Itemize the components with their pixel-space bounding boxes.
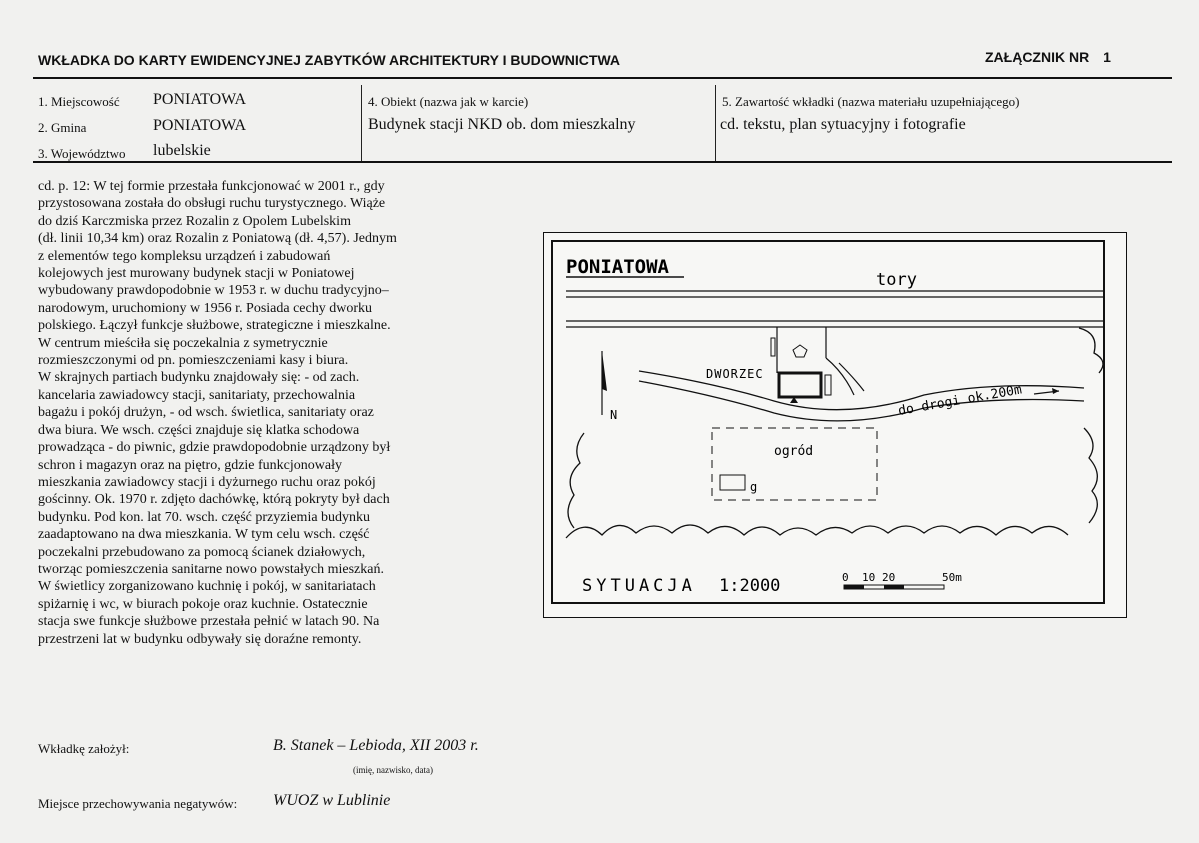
garden-boundary (712, 428, 877, 500)
garden-shed (720, 475, 745, 490)
scale-bar-segment (884, 585, 904, 589)
access-path (839, 363, 864, 391)
vegetation-line (566, 525, 1068, 538)
text-line: kolejowych jest murowany budynek stacji w Poniatowej (38, 266, 355, 282)
text-line: gościnny. Ok. 1970 r. zdjęto dachówkę, którą pokryty był dach (38, 492, 390, 508)
author-label: Wkładkę założył: (38, 741, 130, 756)
vegetation-line (1084, 428, 1097, 523)
map-title: PONIATOWA (566, 256, 669, 278)
text-line: cd. p. 12: W tej formie przestała funkcjonować w 2001 r., gdy (38, 179, 385, 194)
author-hint: (imię, nazwisko, data) (353, 765, 433, 775)
site-plan-drawing (544, 233, 1126, 617)
field-2-value: PONIATOWA (153, 117, 247, 134)
text-line: dwa biura. We wsch. części znajduje się klatka schodowa (38, 422, 360, 438)
field-2-label: 2. Gmina (38, 120, 87, 135)
north-label: N (610, 408, 618, 422)
negatives-label: Miejsce przechowywania negatywów: (38, 796, 238, 811)
inner-frame (552, 241, 1104, 603)
text-line: W centrum mieściła się poczekalnia z symetrycznie (38, 335, 328, 351)
tree-symbol (793, 345, 807, 357)
field-4-label: 4. Obiekt (nazwa jak w karcie) (368, 94, 529, 109)
text-line: kancelaria zawiadowcy stacji, sanitariaty, przechowalnia (38, 387, 356, 403)
attachment-number: 1 (1103, 49, 1111, 65)
scale-tick-50: 50m (942, 571, 962, 584)
north-arrow-head (602, 351, 607, 391)
text-line: wybudowany prawdopodobnie w 1953 r. w duchu tradycyjno– (38, 283, 389, 299)
tracks-label: tory (876, 270, 917, 290)
text-line: z elementów tego kompleksu urządzeń i zabudowań (38, 248, 331, 264)
scale-tick-10: 10 (862, 571, 876, 584)
text-line: tworząc pomieszczenia sanitarne nowo powstałych mieszkań. (38, 561, 384, 577)
scale-tick-0: 0 (842, 571, 849, 584)
attachment-label (985, 49, 1111, 65)
text-line: przestrzeni lat w budynku odbywały się doraźne remonty. (38, 631, 362, 647)
scale-bar-segment (844, 585, 864, 589)
text-line: polskiego. Łączył funkcje służbowe, strategiczne i mieszkalne. (38, 318, 391, 334)
field-1-label: 1. Miejscowość (38, 94, 120, 109)
station-building (779, 373, 821, 397)
author-value: B. Stanek – Lebioda, XII 2003 r. (273, 737, 479, 754)
shed-mark: g (750, 480, 758, 494)
fields-rule (33, 161, 1172, 163)
text-line: poczekalni przebudowano za pomocą ścianek działowych, (38, 544, 366, 560)
negatives-value: WUOZ w Lublinie (273, 792, 391, 809)
document-title: WKŁADKA DO KARTY EWIDENCYJNEJ ZABYTKÓW ARCHITEKTURY I BUDOWNICTWA (38, 52, 621, 68)
text-line: bagażu i pokój drużyn, - od wsch. świetlica, sanitariaty oraz (38, 405, 374, 421)
text-line: (dł. linii 10,34 km) oraz Rozalin z Poniatową (dł. 4,57). Jednym (38, 231, 397, 247)
text-line: narodowym, uruchomiony w 1956 r. Posiada cechy dworku (38, 300, 372, 316)
vegetation-line (568, 433, 584, 528)
scale-title: SYTUACJA (582, 576, 696, 596)
text-line: W świetlicy zorganizowano kuchnię i pokój, w sanitariatach (38, 579, 376, 595)
column-divider-2 (715, 85, 716, 161)
text-line: do dziś Karczmiska przez Rozalin z Opolem Lubelskim (38, 213, 351, 229)
field-5-value: cd. tekstu, plan sytuacyjny i fotografie (720, 116, 966, 133)
field-3-value: lubelskie (153, 142, 211, 159)
text-line: mieszkania zawiadowcy stacji i dyżurnego ruchu oraz pokój (38, 474, 376, 490)
annex (825, 375, 831, 395)
road-label: do drogi ok.200m (897, 382, 1024, 419)
scale-tick-20: 20 (882, 571, 896, 584)
description-text (38, 178, 456, 648)
text-line: spiżarnię i wc, w biurach pokoje oraz kuchnie. Ostatecznie (38, 596, 368, 612)
text-line: prowadząca - do piwnic, gdzie prawdopodobnie urządzony był (38, 440, 391, 456)
site-plan (543, 232, 1127, 618)
text-line: zaadaptowano na dwa mieszkania. W tym celu wsch. część (38, 527, 370, 543)
station-label: DWORZEC (706, 367, 764, 381)
text-line: W skrajnych partiach budynku znajdowały się: - od zach. (38, 370, 360, 386)
header-rule (33, 77, 1172, 79)
text-line: przystosowana została do obsługi ruchu turystycznego. Wiąże (38, 196, 386, 212)
field-4-value: Budynek stacji NKD ob. dom mieszkalny (368, 116, 636, 133)
garden-label: ogród (774, 444, 814, 459)
text-line: stacja swe funkcje służbowe przestała pełnić w latach 90. Na (38, 614, 380, 630)
field-3-label: 3. Województwo (38, 146, 126, 161)
field-1-value: PONIATOWA (153, 91, 247, 108)
scale-ratio: 1:2000 (719, 576, 781, 596)
attachment-text: ZAŁĄCZNIK NR (985, 49, 1090, 65)
text-line: schron i magazyn oraz na piętro, gdzie funkcjonowały (38, 457, 343, 473)
small-structure (771, 338, 775, 356)
text-line: rozmieszczonymi od pn. pomieszczeniami kasy i biura. (38, 353, 349, 369)
text-line: budynku. Pod kon. lat 70. wsch. część przyziemia budynku (38, 509, 371, 525)
road-arrow-head (1052, 388, 1059, 394)
column-divider-1 (361, 85, 362, 161)
field-5-label: 5. Zawartość wkładki (nazwa materiału uzupełniającego) (722, 94, 1020, 109)
vegetation-line (1079, 328, 1103, 373)
